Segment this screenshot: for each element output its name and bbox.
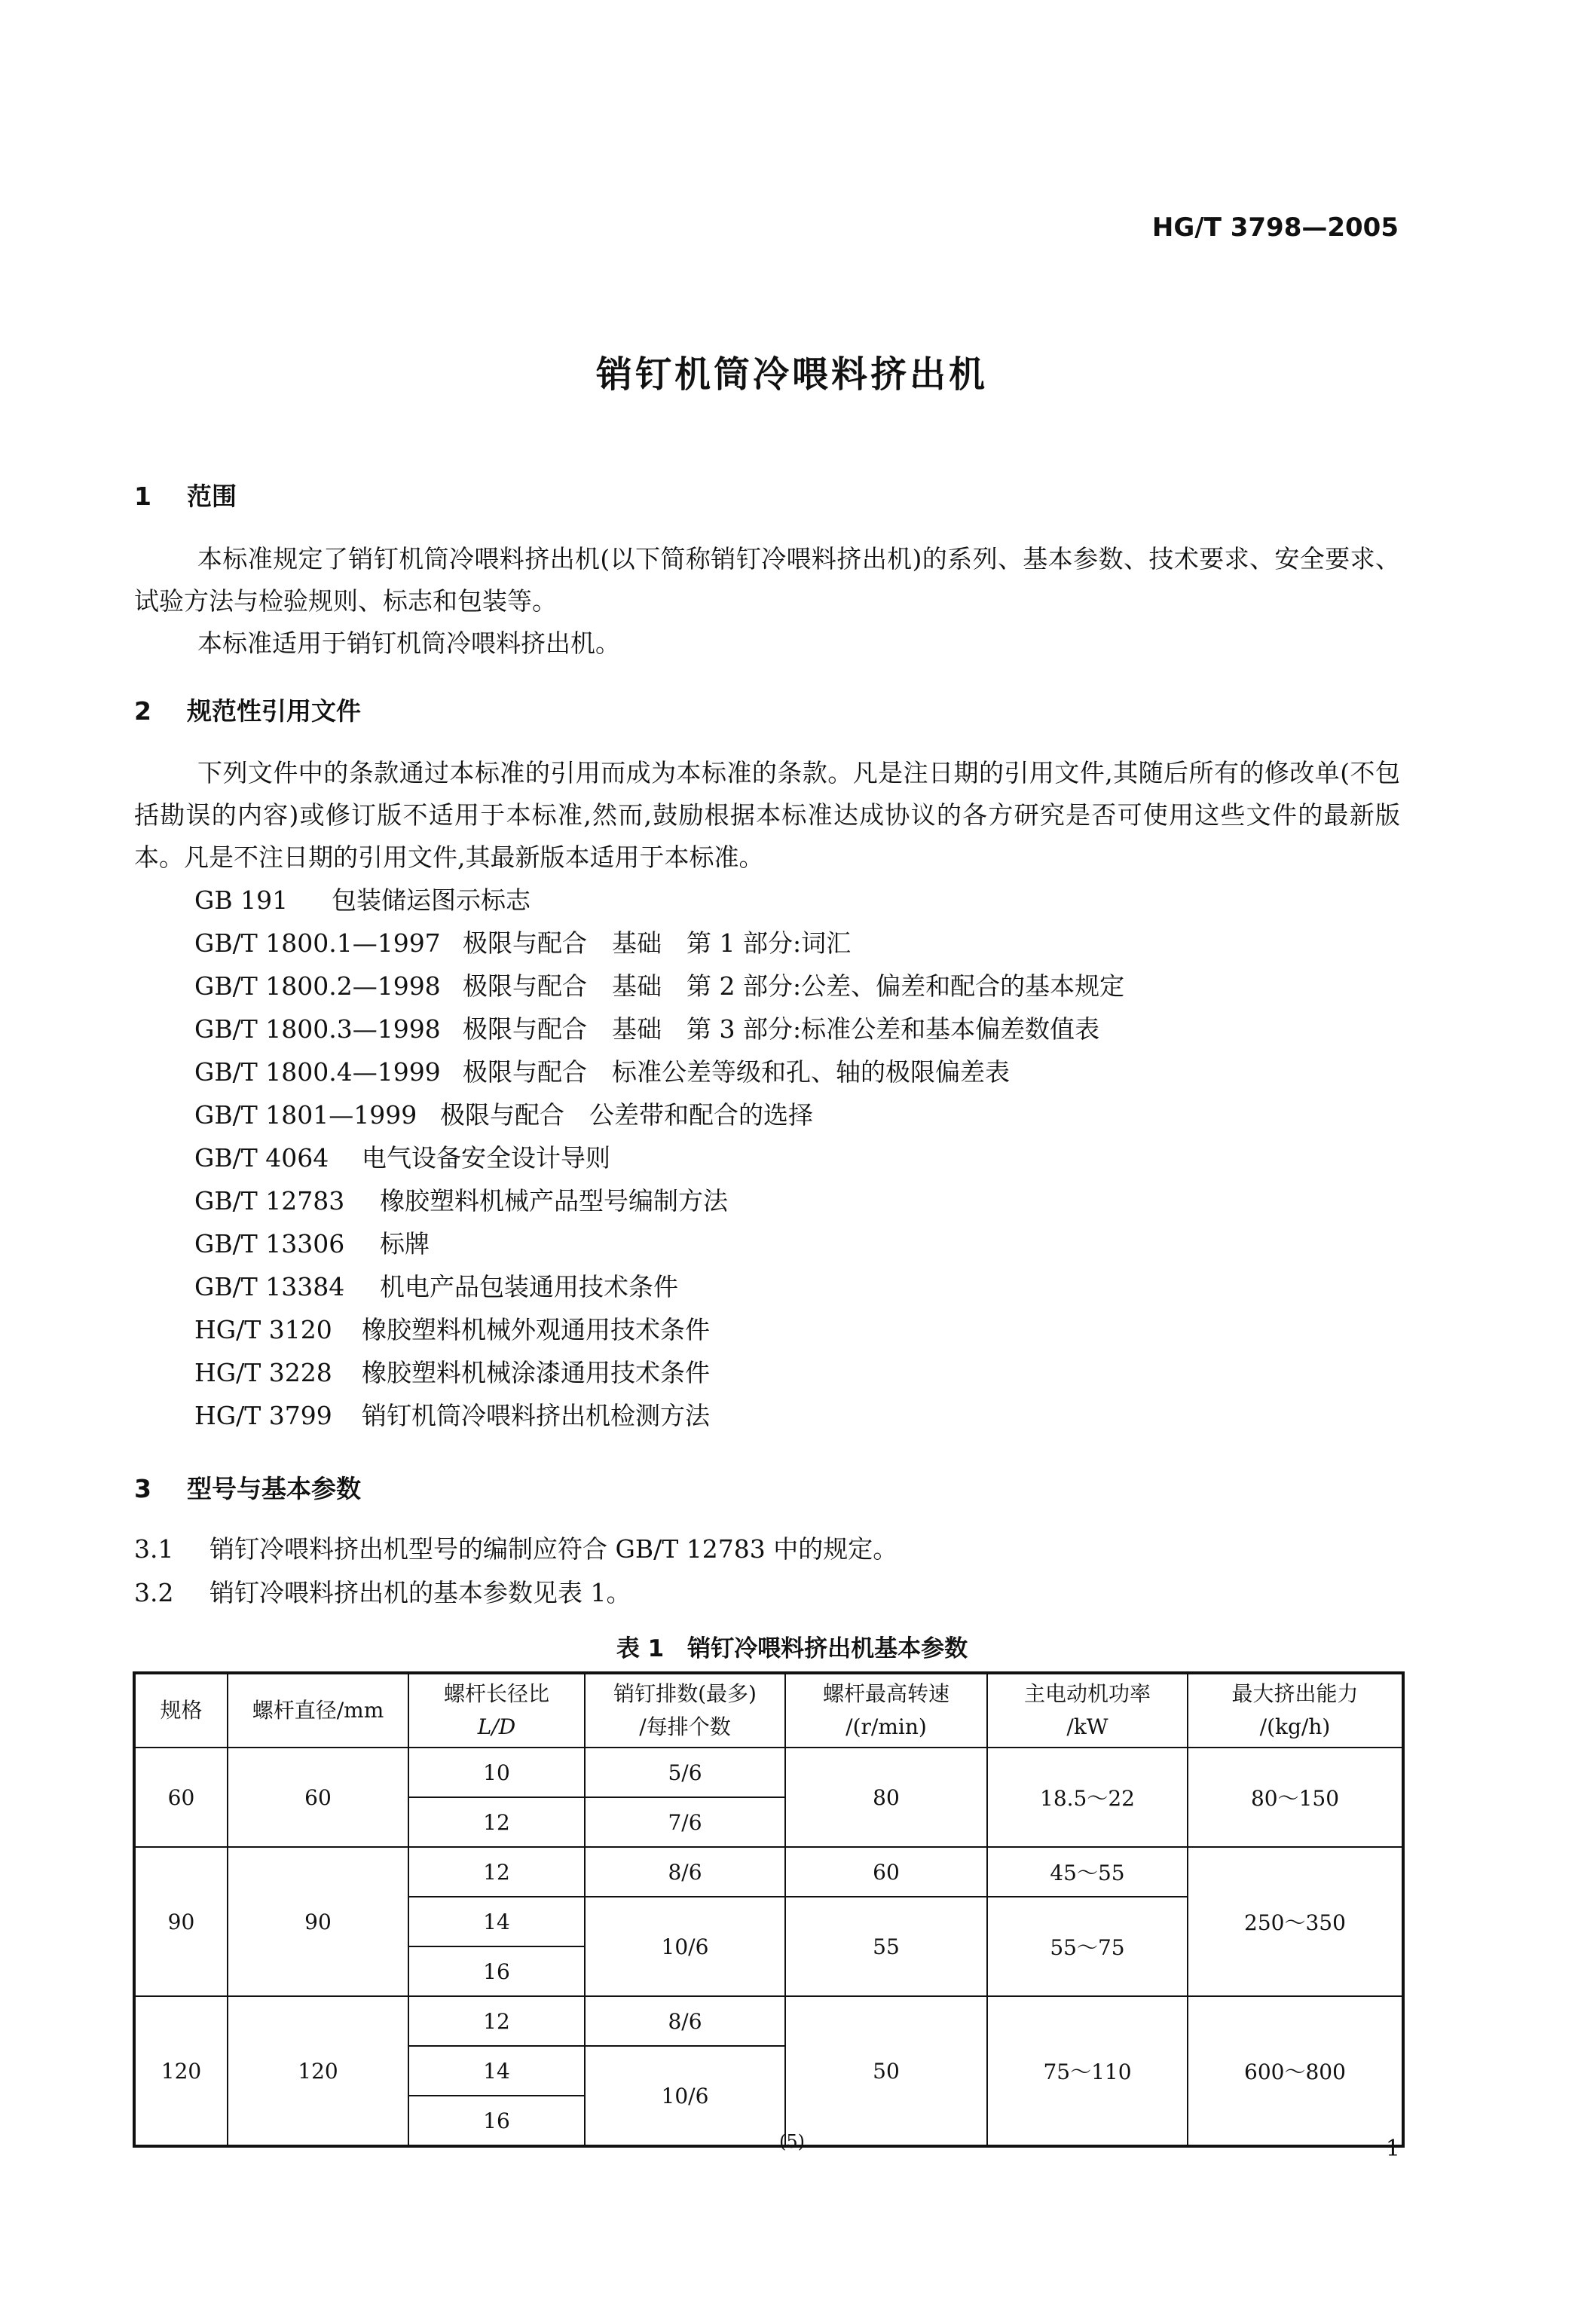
reference-item — [194, 879, 531, 922]
reference-title: 橡胶塑料机械产品型号编制方法 — [380, 1186, 728, 1216]
section-1-heading — [134, 477, 237, 512]
pins-cell: 10/6 — [585, 1897, 785, 1996]
reference-title: 标牌 — [380, 1229, 430, 1258]
clause-text: 销钉冷喂料挤出机的基本参数见表 1。 — [209, 1578, 631, 1607]
section-1-paragraph-2: 本标准适用于销钉机筒冷喂料挤出机。 — [197, 628, 620, 658]
header-cell: 最大挤出能力 /(kg/h) — [1188, 1673, 1403, 1748]
ld-cell: 14 — [408, 1897, 585, 1946]
spec-cell: 120 — [134, 1996, 228, 2146]
clause-number: 3.1 — [134, 1534, 174, 1564]
reference-code: GB/T 13384 — [194, 1272, 345, 1301]
section-title: 范围 — [187, 482, 237, 511]
reference-code: GB 191 — [194, 885, 289, 915]
power-cell: 45～55 — [987, 1847, 1188, 1897]
spec-cell: 90 — [134, 1847, 228, 1996]
spec-cell: 60 — [134, 1748, 228, 1847]
section-title: 型号与基本参数 — [187, 1474, 361, 1503]
reference-item — [194, 1308, 710, 1351]
ld-cell: 14 — [408, 2046, 585, 2096]
ld-cell: 16 — [408, 2096, 585, 2146]
capacity-cell: 80～150 — [1188, 1748, 1403, 1847]
clause-3-2 — [134, 1573, 631, 1609]
parameter-table — [133, 1671, 1405, 2148]
reference-title: 极限与配合 基础 第 2 部分:公差、偏差和配合的基本规定 — [463, 971, 1125, 1001]
power-cell: 18.5～22 — [987, 1748, 1188, 1847]
page-number-right: 1 — [1385, 2136, 1400, 2162]
speed-cell: 55 — [785, 1897, 987, 1996]
reference-title: 极限与配合 基础 第 1 部分:词汇 — [463, 928, 852, 958]
header-cell: 螺杆最高转速 /(r/min) — [785, 1673, 987, 1748]
reference-item — [194, 1050, 1010, 1093]
clause-number: 3.2 — [134, 1578, 174, 1607]
reference-title: 极限与配合 基础 第 3 部分:标准公差和基本偏差数值表 — [463, 1014, 1100, 1044]
section-2-heading — [134, 692, 361, 727]
pins-cell: 7/6 — [585, 1797, 785, 1847]
table-row — [134, 1996, 1403, 2046]
reference-title: 机电产品包装通用技术条件 — [380, 1272, 678, 1301]
ld-cell: 16 — [408, 1946, 585, 1996]
speed-cell: 50 — [785, 1996, 987, 2146]
reference-code: GB/T 1800.4—1999 — [194, 1057, 441, 1087]
reference-code: GB/T 1800.1—1997 — [194, 928, 441, 958]
pins-cell: 8/6 — [585, 1996, 785, 2046]
section-2-paragraph: 下列文件中的条款通过本标准的引用而成为本标准的条款。凡是注日期的引用文件,其随后所有的修改单(不包括勘误的内容)或修订版不适用于本标准,然而,鼓励根据本标准达成协议的各方研究是否可使用这些文件的最新版本。凡是不注日期的引用文件,其最新版本适用于本标准。 — [134, 758, 1400, 872]
header-cell: 主电动机功率 /kW — [987, 1673, 1188, 1748]
pins-cell: 8/6 — [585, 1847, 785, 1897]
reference-item — [194, 922, 851, 965]
reference-code: HG/T 3120 — [194, 1315, 332, 1344]
table-caption: 表 1 销钉冷喂料挤出机基本参数 — [616, 1635, 968, 1662]
reference-title: 销钉机筒冷喂料挤出机检测方法 — [362, 1401, 710, 1430]
power-cell: 55～75 — [987, 1897, 1188, 1996]
reference-code: GB/T 13306 — [194, 1229, 345, 1258]
header-cell: 销钉排数(最多) /每排个数 — [585, 1673, 785, 1748]
pins-cell: 10/6 — [585, 2046, 785, 2146]
reference-item — [194, 1179, 728, 1222]
section-3-heading — [134, 1469, 361, 1505]
section-number: 1 — [134, 482, 151, 511]
reference-title: 电气设备安全设计导则 — [362, 1143, 610, 1173]
ld-cell: 12 — [408, 1996, 585, 2046]
reference-item — [194, 1008, 1099, 1050]
pins-cell: 5/6 — [585, 1748, 785, 1797]
clause-text: 销钉冷喂料挤出机型号的编制应符合 GB/T 12783 中的规定。 — [209, 1534, 898, 1564]
clause-3-1 — [134, 1530, 897, 1565]
reference-code: GB/T 1801—1999 — [194, 1100, 417, 1130]
header-cell: 规格 — [134, 1673, 228, 1748]
reference-title: 橡胶塑料机械外观通用技术条件 — [362, 1315, 710, 1344]
ld-cell: 12 — [408, 1847, 585, 1897]
speed-cell: 80 — [785, 1748, 987, 1847]
diameter-cell: 60 — [228, 1748, 408, 1847]
reference-code: HG/T 3228 — [194, 1358, 332, 1387]
reference-code: GB/T 4064 — [194, 1143, 329, 1173]
ld-cell: 12 — [408, 1797, 585, 1847]
reference-code: GB/T 1800.2—1998 — [194, 971, 441, 1001]
section-1-paragraph-1: 本标准规定了销钉机筒冷喂料挤出机(以下简称销钉冷喂料挤出机)的系列、基本参数、技术要求、安全要求、试验方法与检验规则、标志和包装等。 — [134, 544, 1400, 616]
reference-code: GB/T 1800.3—1998 — [194, 1014, 441, 1044]
section-number: 2 — [134, 696, 151, 726]
reference-title: 极限与配合 标准公差等级和孔、轴的极限偏差表 — [463, 1057, 1010, 1087]
reference-title: 极限与配合 公差带和配合的选择 — [440, 1100, 813, 1130]
page-number-center: (5) — [779, 2131, 805, 2152]
reference-item — [194, 1222, 430, 1265]
table-row — [134, 1748, 1403, 1797]
capacity-cell: 250～350 — [1188, 1847, 1403, 1996]
reference-item — [194, 1093, 813, 1136]
document-code: HG/T 3798—2005 — [1151, 213, 1399, 243]
reference-item — [194, 965, 1124, 1008]
section-number: 3 — [134, 1474, 151, 1503]
table-header-row — [134, 1673, 1403, 1748]
diameter-cell: 90 — [228, 1847, 408, 1996]
reference-item — [194, 1351, 710, 1394]
reference-title: 包装储运图示标志 — [332, 885, 531, 915]
reference-item — [194, 1394, 710, 1437]
reference-code: GB/T 12783 — [194, 1186, 345, 1216]
ld-cell: 10 — [408, 1748, 585, 1797]
capacity-cell: 600～800 — [1188, 1996, 1403, 2146]
section-title: 规范性引用文件 — [187, 696, 361, 726]
header-cell: 螺杆直径/mm — [228, 1673, 408, 1748]
speed-cell: 60 — [785, 1847, 987, 1897]
reference-item — [194, 1265, 678, 1308]
reference-code: HG/T 3799 — [194, 1401, 332, 1430]
diameter-cell: 120 — [228, 1996, 408, 2146]
header-cell: 螺杆长径比 L/D — [408, 1673, 585, 1748]
reference-item — [194, 1136, 610, 1179]
power-cell: 75～110 — [987, 1996, 1188, 2146]
document-title: 销钉机筒冷喂料挤出机 — [595, 353, 988, 396]
reference-title: 橡胶塑料机械涂漆通用技术条件 — [362, 1358, 710, 1387]
table-row — [134, 1847, 1403, 1897]
